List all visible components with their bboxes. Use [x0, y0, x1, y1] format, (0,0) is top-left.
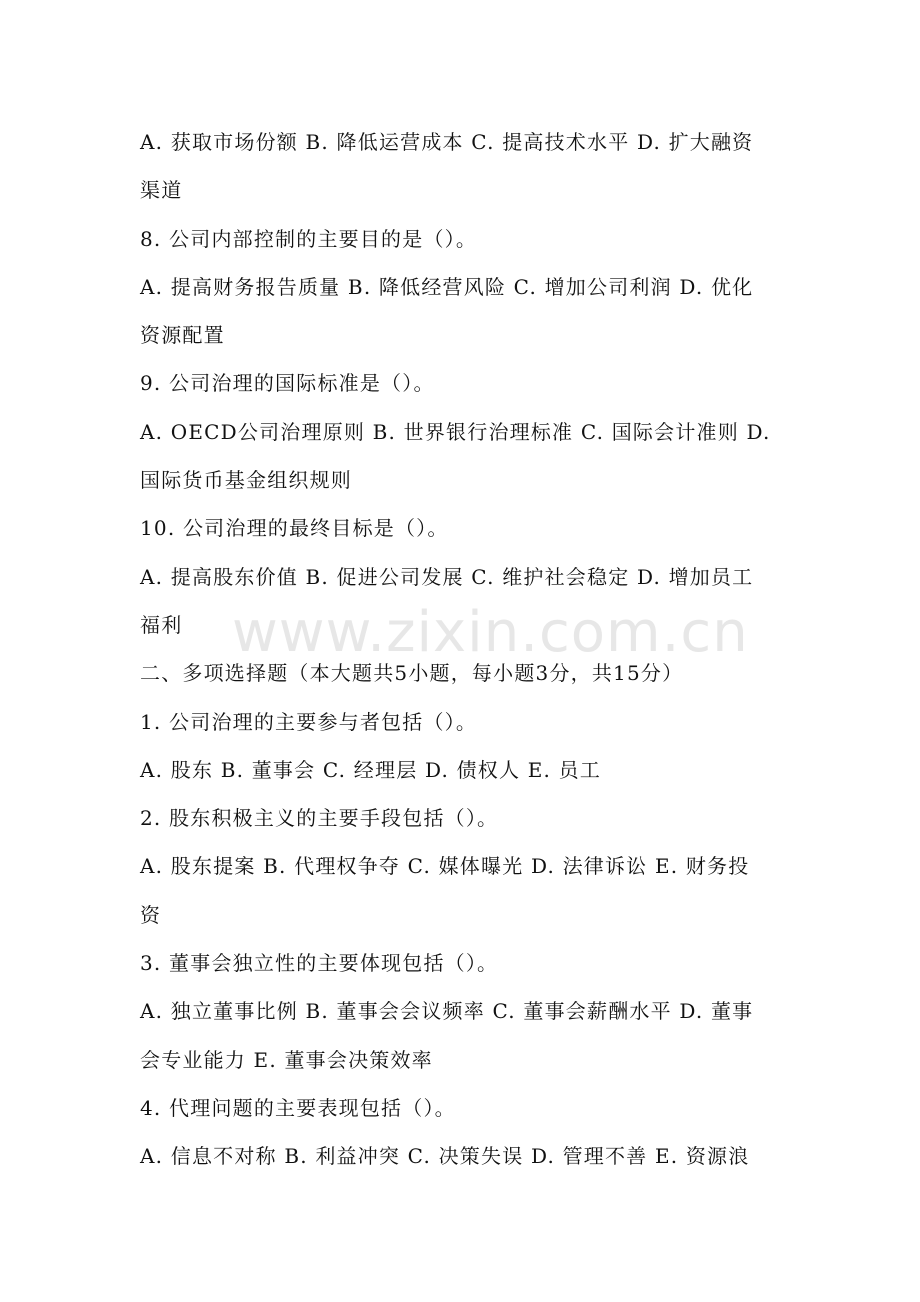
- mc-question-2-options: A. 股东提案 B. 代理权争夺 C. 媒体曝光 D. 法律诉讼 E. 财务投: [140, 854, 750, 879]
- mc-question-3: 3. 董事会独立性的主要体现包括（）。: [140, 951, 499, 976]
- mc-question-1-options: A. 股东 B. 董事会 C. 经理层 D. 债权人 E. 员工: [140, 757, 602, 782]
- question-8-options: A. 提高财务报告质量 B. 降低经营风险 C. 增加公司利润 D. 优化: [140, 274, 754, 299]
- document-body: [140, 118, 780, 1181]
- question-9-options: A. OECD公司治理原则 B. 世界银行治理标准 C. 国际会计准则 D.: [140, 419, 771, 444]
- watermark: www.zixin.com.cn: [232, 600, 749, 665]
- question-8-options-continued: 资源配置: [140, 323, 225, 348]
- section-heading: 二、多项选择题（本大题共5小题，每小题3分，共15分）: [140, 661, 684, 686]
- option-line-continued: 渠道: [140, 178, 183, 203]
- question-9-options-continued: 国际货币基金组织规则: [140, 468, 352, 493]
- mc-question-4-options: A. 信息不对称 B. 利益冲突 C. 决策失误 D. 管理不善 E. 资源浪: [140, 1144, 750, 1169]
- mc-question-3-options: A. 独立董事比例 B. 董事会会议频率 C. 董事会薪酬水平 D. 董事: [140, 999, 754, 1024]
- mc-question-1: 1. 公司治理的主要参与者包括（）。: [140, 709, 478, 734]
- mc-question-3-options-continued: 会专业能力 E. 董事会决策效率: [140, 1047, 433, 1072]
- mc-question-4: 4. 代理问题的主要表现包括（）。: [140, 1095, 456, 1120]
- question-10: 10. 公司治理的最终目标是（）。: [140, 516, 449, 541]
- option-line: A. 获取市场份额 B. 降低运营成本 C. 提高技术水平 D. 扩大融资: [140, 130, 754, 154]
- question-10-options-continued: 福利: [140, 612, 183, 637]
- question-10-options: A. 提高股东价值 B. 促进公司发展 C. 维护社会稳定 D. 增加员工: [140, 564, 754, 589]
- mc-question-2-options-continued: 资: [140, 902, 162, 927]
- mc-question-2: 2. 股东积极主义的主要手段包括（）。: [140, 806, 499, 831]
- question-8: 8. 公司内部控制的主要目的是（）。: [140, 226, 478, 251]
- question-9: 9. 公司治理的国际标准是（）。: [140, 371, 435, 396]
